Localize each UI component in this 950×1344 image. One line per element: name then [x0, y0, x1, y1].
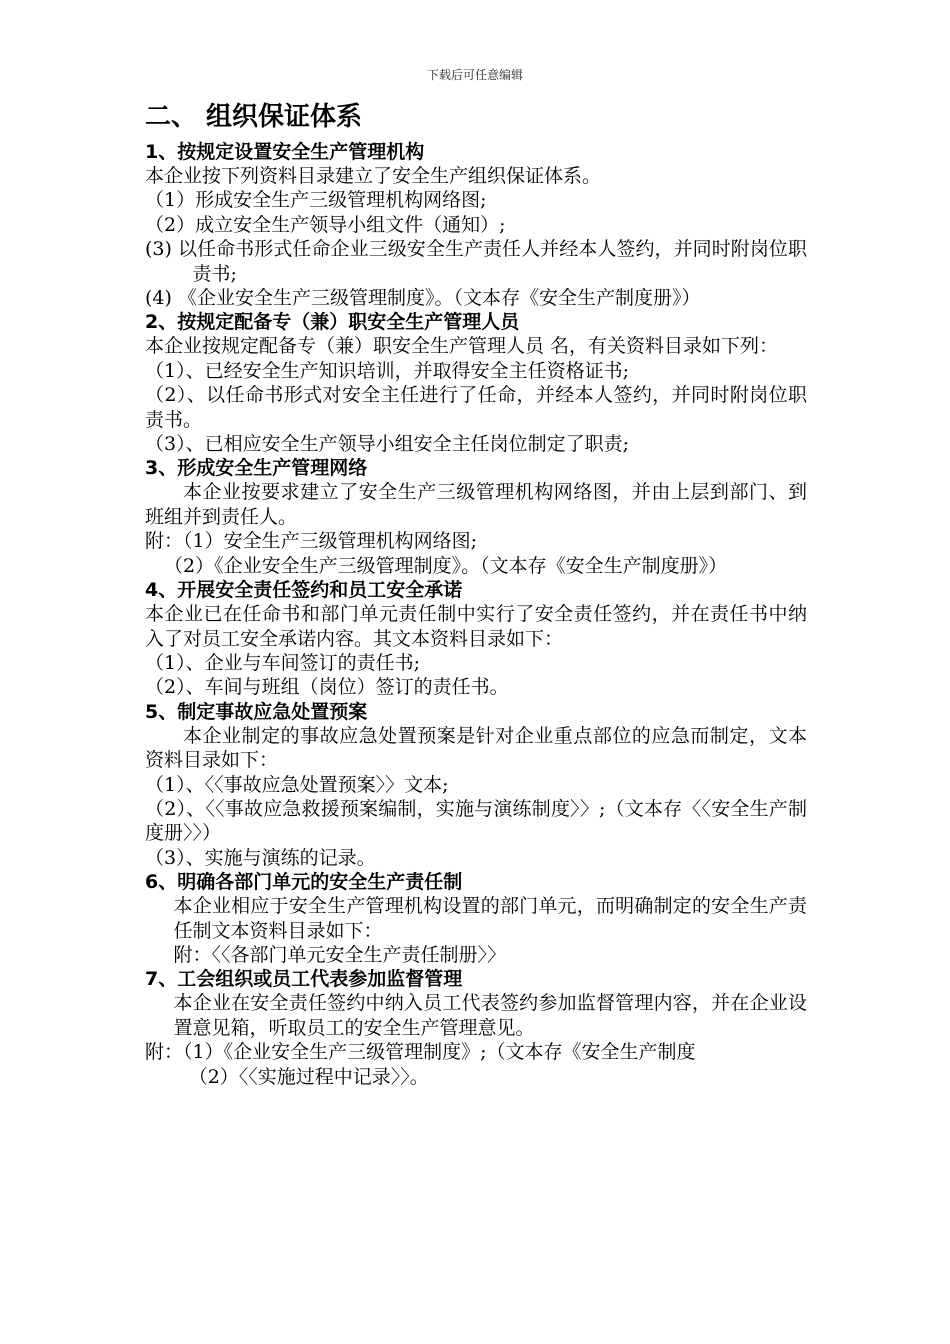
paragraph: 本企业按规定配备专（兼）职安全生产管理人员 名，有关资料目录如下列： [145, 335, 779, 358]
section-heading: 5、制定事故应急处置预案 [145, 700, 368, 723]
section-title: 二、 组织保证体系 [145, 102, 363, 132]
section-heading: 3、形成安全生产管理网络 [145, 457, 368, 480]
list-item: （1）形成安全生产三级管理机构网络图; [145, 189, 487, 212]
list-item: (4) 《企业安全生产三级管理制度》。（文本存《安全生产制度册》） [145, 287, 701, 310]
attachment-line: （2）《企业安全生产三级管理制度》。（文本存《安全生产制度册》） [164, 554, 728, 577]
paragraph: 本企业相应于安全生产管理机构设置的部门单元，而明确制定的安全生产责任制文本资料目录如下： [173, 895, 807, 942]
paragraph: 本企业已在任命书和部门单元责任制中实行了安全责任签约，并在责任书中纳入了对员工安全承诺内容。其文本资料目录如下： [145, 603, 807, 650]
paragraph: 本企业制定的事故应急处置预案是针对企业重点部位的应急而制定，文本资料目录如下： [145, 724, 807, 772]
list-item: (3) 以任命书形式任命企业三级安全生产责任人并经本人签约，并同时附岗位职责书; [145, 238, 807, 285]
document-body [145, 100, 807, 1089]
list-item: （2）、车间与班组（岗位）签订的责任书。 [145, 676, 509, 699]
list-item: （2）成立安全生产领导小组文件（通知）; [145, 213, 506, 236]
attachment-line: 附：（1）《企业安全生产三级管理制度》;（文本存《安全生产制度 [145, 1041, 696, 1064]
list-item: （2）、以任命书形式对安全主任进行了任命，并经本人签约，并同时附岗位职责书。 [145, 384, 807, 431]
paragraph: 本企业按下列资料目录建立了安全生产组织保证体系。 [145, 165, 602, 187]
attachment-line: 附：（1）安全生产三级管理机构网络图; [145, 530, 477, 553]
section-heading: 2、按规定配备专（兼）职安全生产管理人员 [145, 311, 520, 334]
paragraph: 本企业在安全责任签约中纳入员工代表签约参加监督管理内容，并在企业设置意见箱，听取员工的安全生产管理意见。 [173, 992, 807, 1039]
attachment-line: （2）〈〈实施过程中记录〉〉。 [188, 1065, 429, 1088]
paragraph: 本企业按要求建立了安全生产三级管理机构网络图，并由上层到部门、到班组并到责任人。 [145, 481, 807, 528]
page-header: 下载后可任意编辑 [426, 68, 523, 82]
list-item: （3）、已相应安全生产领导小组安全主任岗位制定了职责; [145, 433, 629, 456]
list-item: （2）、〈〈事故应急救援预案编制，实施与演练制度〉〉;（文本存〈〈安全生产制度册〉〉） [145, 797, 807, 845]
attachment-line: 附：〈〈各部门单元安全生产责任制册〉〉 [173, 943, 507, 966]
section-heading: 1、按规定设置安全生产管理机构 [145, 141, 425, 163]
section-heading: 4、开展安全责任签约和员工安全承诺 [145, 579, 463, 602]
list-item: （1）、〈〈事故应急处置预案〉〉文本; [145, 773, 449, 796]
section-heading: 7、工会组织或员工代表参加监督管理 [145, 968, 463, 991]
section-heading: 6、明确各部门单元的安全生产责任制 [145, 871, 463, 894]
list-item: （1）、已经安全生产知识培训，并取得安全主任资格证书; [145, 359, 629, 382]
list-item: （1）、企业与车间签订的责任书; [145, 651, 420, 674]
list-item: （3）、实施与演练的记录。 [145, 846, 376, 869]
